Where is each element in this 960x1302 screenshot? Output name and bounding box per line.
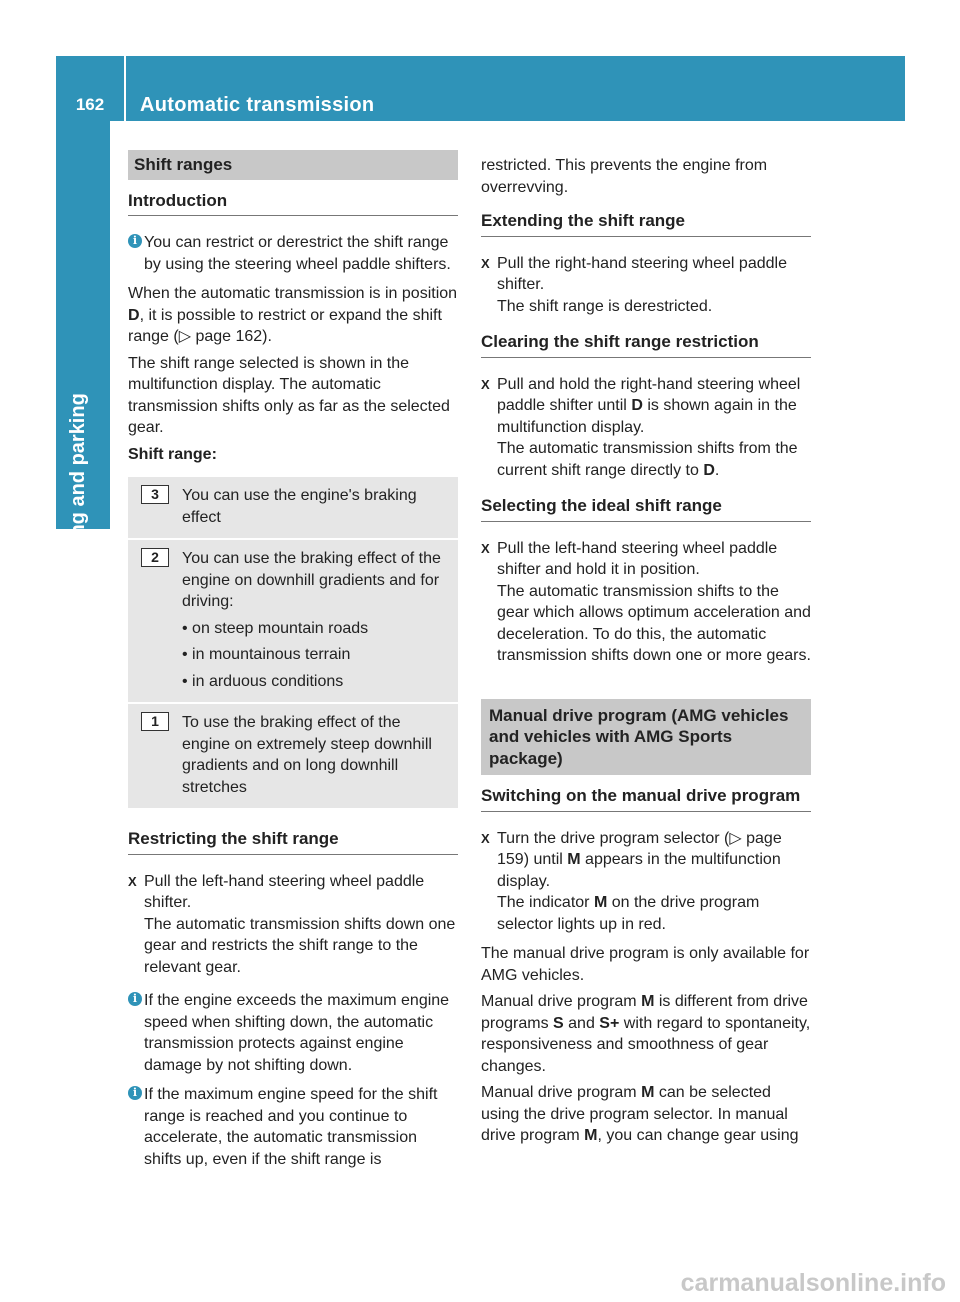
paragraph: Manual drive program M can be selected using the drive program selector. In manual drive program M, you can change gear using [481,1084,799,1144]
page-number: 162 [56,56,126,121]
info-note: i If the engine exceeds the maximum engine speed when shifting down, the automatic transmission protects against engine damage by not shifting down. [128,990,458,1076]
bullet-item: • in mountainous terrain [182,646,351,663]
info-note: i If the maximum engine speed for the shift range is reached and you continue to accelerate, the automatic transmission shifts up, even if the shift range is [128,1084,458,1170]
introduction-heading: Introduction [128,190,458,217]
table-cell: To use the braking effect of the engine on extremely steep downhill gradients and on long downhill stretches [182,714,432,796]
instruction-step: X Pull the left-hand steering wheel paddle shifter. The automatic transmission shifts down one gear and restricts the shift range to the relevant gear. [128,872,456,976]
step-marker-icon: X [481,830,490,846]
paragraph: When the automatic transmission is in position D, it is possible to restrict or expand the shift range (▷ page 162). [128,285,458,345]
restricting-heading: Restricting the shift range [128,828,458,855]
bullet-item: • in arduous conditions [182,672,344,690]
paragraph: Manual drive program M is different from drive programs S and S+ with regard to spontaneity, responsiveness and smoothness of gear changes. [481,993,811,1075]
step-marker-icon: X [481,255,490,271]
gear-key-1: 1 [141,712,169,731]
gear-key-3: 3 [141,485,169,504]
section-tab-label: Driving and parking [67,393,89,581]
shift-range-label: Shift range: [128,445,217,463]
section-band: Manual drive program (AMG vehicles and vehicles with AMG Sports package) [481,699,811,776]
table-cell: You can use the braking effect of the engine on downhill gradients and for driving: • on steep mountain roads • in mountainous terrain • in arduous conditions [182,548,452,692]
info-icon: i [128,234,142,248]
paragraph: restricted. This prevents the engine from overrevving. [481,157,768,196]
table-row [128,477,458,540]
right-column [481,155,811,1152]
step-marker-icon: X [128,873,137,889]
info-text: You can restrict or derestrict the shift range by using the steering wheel paddle shifters. [144,234,451,273]
page-header [56,56,905,121]
clearing-heading: Clearing the shift range restriction [481,331,811,358]
table-row [128,704,458,808]
info-icon: i [128,1086,142,1100]
section-tab [56,121,110,581]
instruction-step: X Pull the left-hand steering wheel paddle shifter and hold it in position. The automatic transmission shifts to the gear which allows optimum acceleration and deceleration. To do this, the automatic transmission shifts down one or more gears. [481,539,811,664]
table-cell: You can use the engine's braking effect [182,487,417,526]
manual-heading: Switching on the manual drive program [481,785,811,812]
shift-range-table [128,477,458,808]
instruction-step: X Pull and hold the right-hand steering wheel paddle shifter until D is shown again in the multifunction display. The automatic transmission shifts from the current shift range directly to D. [481,375,801,479]
step-marker-icon: X [481,376,490,392]
paragraph: The manual drive program is only available for AMG vehicles. [481,945,810,984]
info-note [128,232,458,275]
instruction-step: X Pull the right-hand steering wheel paddle shifter. The shift range is derestricted. [481,254,787,315]
watermark: carmanualsonline.info [680,1268,946,1297]
paragraph: The shift range selected is shown in the multifunction display. The automatic transmission shifts only as far as the selected gear. [128,354,450,436]
extending-heading: Extending the shift range [481,210,811,237]
bullet-item: • on steep mountain roads [182,619,369,637]
table-row [128,540,458,704]
gear-key-2: 2 [141,548,169,567]
left-column [128,150,458,1178]
ideal-heading: Selecting the ideal shift range [481,495,811,522]
section-band: Shift ranges [128,150,458,180]
chapter-title: Automatic transmission [140,93,375,116]
instruction-step: X Turn the drive program selector (▷ page 159) until M appears in the multifunction display. The indicator M on the drive program selector lights up in red. [481,829,782,933]
info-icon: i [128,992,142,1006]
step-marker-icon: X [481,540,490,556]
